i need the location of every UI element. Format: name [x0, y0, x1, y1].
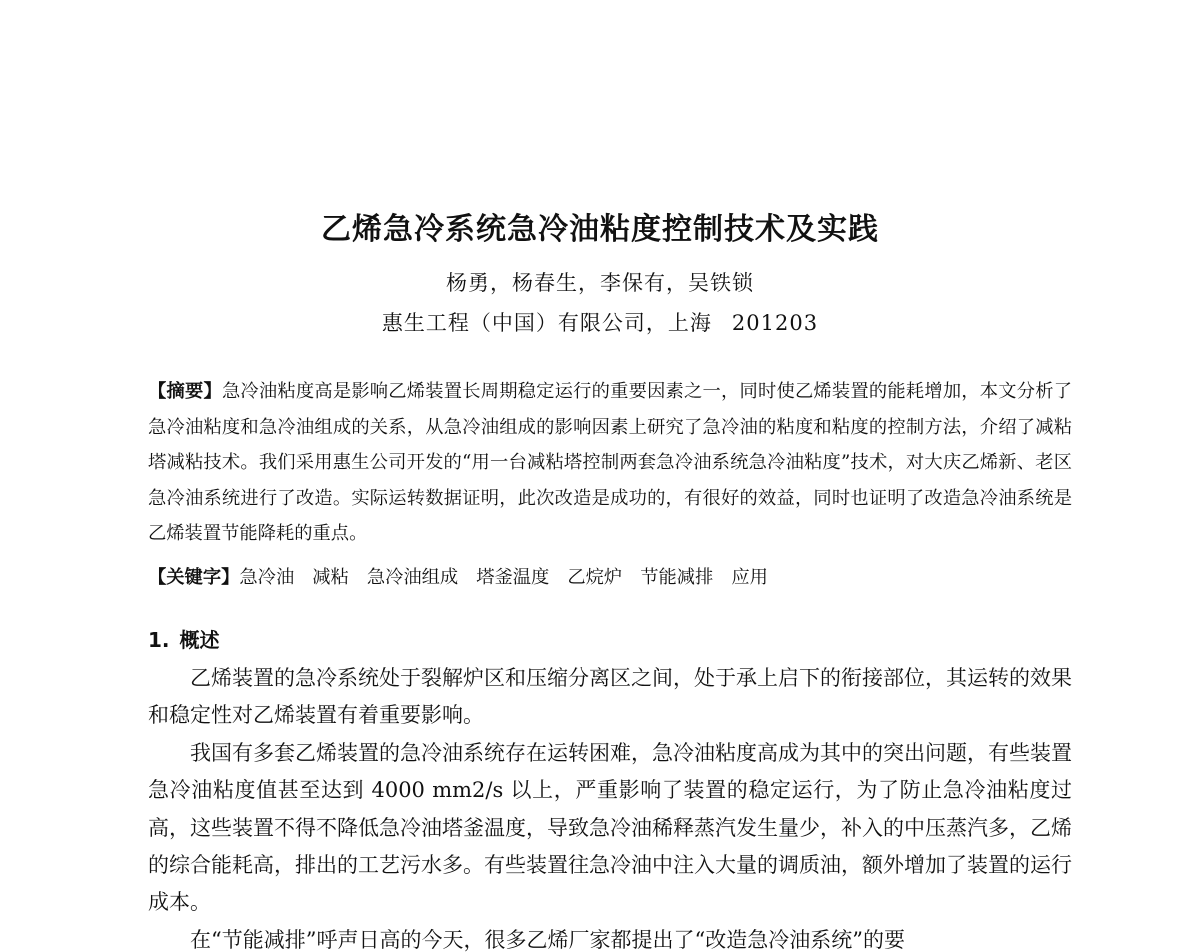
abstract: [148, 374, 1072, 552]
body-paragraph: 我国有多套乙烯装置的急冷油系统存在运转困难，急冷油粘度高成为其中的突出问题，有些装置急冷油粘度值甚至达到 4000 mm2/s 以上，严重影响了装置的稳定运行，为了防止急冷油粘度过高，这些装置不得不降低急冷油塔釜温度，导致急冷油稀释蒸汽发生量少，补入的中压蒸汽多，乙烯的综合能耗高，排出的工艺污水多。有些装置往急冷油中注入大量的调质油，额外增加了装置的运行成本。: [148, 740, 1072, 915]
section-heading: [148, 622, 220, 658]
paper-title: 乙烯急冷系统急冷油粘度控制技术及实践: [321, 212, 879, 247]
postal-code: 201203: [731, 311, 819, 335]
keyword: 减粘: [312, 567, 349, 588]
abstract-text: 急冷油粘度高是影响乙烯装置长周期稳定运行的重要因素之一，同时使乙烯装置的能耗增加，本文分析了急冷油粘度和急冷油组成的关系，从急冷油组成的影响因素上研究了急冷油的粘度和粘度的控制方法，介绍了减粘塔减粘技术。我们采用惠生公司开发的“用一台减粘塔控制两套急冷油系统急冷油粘度”技术，对大庆乙烯新、老区急冷油系统进行了改造。实际运转数据证明，此次改造是成功的，有很好的效益，同时也证明了改造急冷油系统是乙烯装置节能降耗的重点。: [148, 381, 1072, 544]
body-paragraph: 在“节能减排”呼声日高的今天，很多乙烯厂家都提出了“改造急冷油系统”的要: [190, 927, 905, 952]
body-paragraph: 乙烯装置的急冷系统处于裂解炉区和压缩分离区之间，处于承上启下的衔接部位，其运转的效果和稳定性对乙烯装置有着重要影响。: [148, 666, 1072, 728]
section-number: 1.: [148, 628, 170, 652]
affiliation-name: 惠生工程（中国）有限公司，上海: [381, 311, 712, 335]
author-list: 杨勇，杨春生，李保有，吴铁锁: [446, 271, 754, 295]
abstract-paragraph: [148, 374, 1072, 552]
section-body: [148, 660, 1072, 952]
keyword: 乙烷炉: [567, 567, 623, 588]
keyword: 应用: [731, 567, 768, 588]
keyword: 节能减排: [640, 567, 714, 588]
keyword: 急冷油组成: [366, 567, 459, 588]
affiliation: [0, 308, 1200, 338]
keyword: 急冷油: [239, 567, 295, 588]
keywords-label: 【关键字】: [148, 567, 240, 588]
section-title: 概述: [179, 628, 220, 652]
abstract-label: 【摘要】: [148, 381, 222, 402]
keywords: [148, 560, 1072, 595]
keyword: 塔釜温度: [476, 567, 550, 588]
